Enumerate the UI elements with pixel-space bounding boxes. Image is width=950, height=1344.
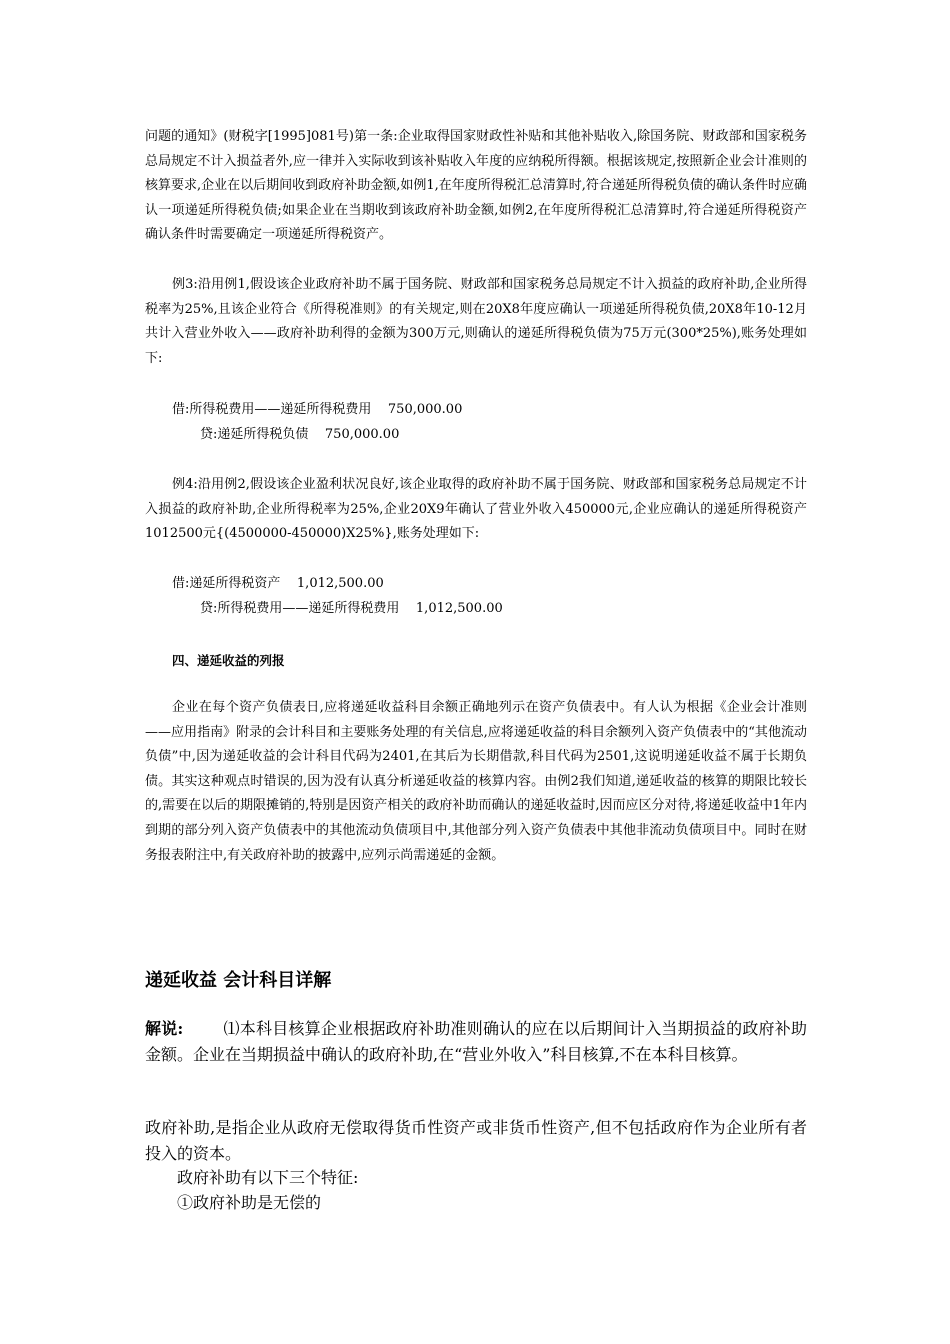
main-title: 递延收益 会计科目详解 xyxy=(145,970,332,991)
explanation-text: ⑴本科目核算企业根据政府补助准则确认的应在以后期间计入当期损益的政府补助金额。企业在当期损益中确认的政府补助,在“营业外收入”科目核算,不在本科目核算。 xyxy=(145,1019,807,1064)
explanation-label: 解说: xyxy=(145,1019,184,1038)
paragraph-example-3: 例3:沿用例1,假设该企业政府补助不属于国务院、财政部和国家税务总局规定不计入损益的政府补助,企业所得税率为25%,且该企业符合《所得税准则》的有关规定,则在20X8年度应确认一项递延所得税负债,20X8年10-12月共计入营业外收入——政府补助利得的金额为300万元,则确认的递延所得税负债为75万元(300*25%),账务处理如下: xyxy=(145,277,807,366)
features-intro: 政府补助有以下三个特征: xyxy=(177,1168,359,1187)
paragraph-example-4: 例4:沿用例2,假设该企业盈利状况良好,该企业取得的政府补助不属于国务院、财政部和国家税务总局规定不计入损益的政府补助,企业所得税率为25%,企业20X9年确认了营业外收入450000元,企业应确认的递延所得税资产1012500元{(4500000-450000)X25%},账务处理如下: xyxy=(145,477,807,542)
journal-entry-4-credit: 贷:所得税费用——递延所得税费用 1,012,500.00 xyxy=(200,601,503,616)
paragraph-section-4: 企业在每个资产负债表日,应将递延收益科目余额正确地列示在资产负债表中。有人认为根据《企业会计准则——应用指南》附录的会计科目和主要账务处理的有关信息,应将递延收益的科目余额列入资产负债表中的“其他流动负债”中,因为递延收益的会计科目代码为2401,在其后为长期借款,科目代码为2501,这说明递延收益不属于长期负债。其实这种观点时错误的,因为没有认真分析递延收益的核算内容。由例2我们知道,递延收益的核算的期限比较长的,需要在以后的期限摊销的,特别是因资产相关的政府补助而确认的递延收益时,因而应区分对待,将递延收益中1年内到期的部分列入资产负债表中的其他流动负债项目中,其他部分列入资产负债表中其他非流动负债项目中。同时在财务报表附注中,有关政府补助的披露中,应列示尚需递延的金额。 xyxy=(145,700,807,863)
paragraph-definition: 政府补助,是指企业从政府无偿取得货币性资产或非货币性资产,但不包括政府作为企业所有者投入的资本。 xyxy=(145,1118,807,1163)
feature-item-1: ①政府补助是无偿的 xyxy=(177,1193,322,1212)
section-4-heading: 四、递延收益的列报 xyxy=(172,653,285,668)
journal-entry-3-debit: 借:所得税费用——递延所得税费用 750,000.00 xyxy=(172,402,463,417)
journal-entry-3-credit: 贷:递延所得税负债 750,000.00 xyxy=(200,427,400,442)
journal-entry-4-debit: 借:递延所得税资产 1,012,500.00 xyxy=(172,576,384,591)
paragraph-intro: 问题的通知》(财税字[1995]081号)第一条:企业取得国家财政性补贴和其他补贴收入,除国务院、财政部和国家税务总局规定不计入损益者外,应一律并入实际收到该补贴收入年度的应纳税所得额。根据该规定,按照新企业会计准则的核算要求,企业在以后期间收到政府补助金额,如例1,在年度所得税汇总清算时,符合递延所得税负债的确认条件时应确认一项递延所得税负债;如果企业在当期收到该政府补助金额,如例2,在年度所得税汇总清算时,符合递延所得税资产确认条件时需要确定一项递延所得税资产。 xyxy=(145,129,807,243)
paragraph-explanation xyxy=(145,1016,807,1067)
